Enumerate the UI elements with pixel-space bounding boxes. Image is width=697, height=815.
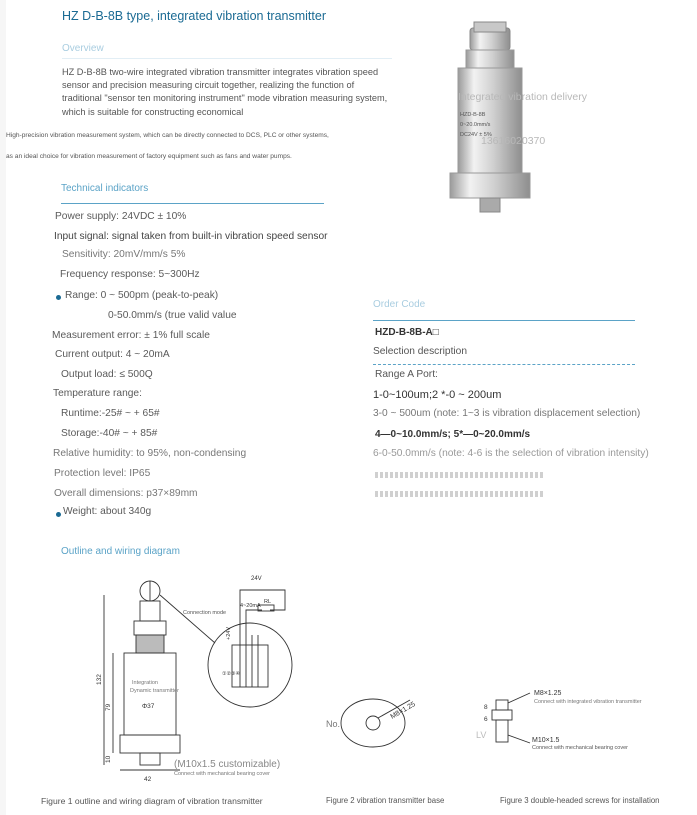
bullet-dot bbox=[56, 295, 61, 300]
caption-figure-2: Figure 2 vibration transmitter base bbox=[326, 796, 445, 805]
overview-paragraph: HZ D-B-8B two-wire integrated vibration transmitter integrates vibration speed sensor and precision measuring circuit together, realizing the function of traditional "sensor ten monitoring instrument" mode vibration measuring system, which is suitable for constructing economical bbox=[62, 67, 388, 117]
product-photo bbox=[428, 20, 578, 220]
fig3-dim-6: 6 bbox=[484, 716, 488, 723]
overview-line-1: High-precision vibration measurement system, which can be directly connected to DCS, PLC or other systems, bbox=[6, 132, 329, 139]
overview-line-2: as an ideal choice for vibration measurement of factory equipment such as fans and water pumps. bbox=[6, 153, 292, 160]
fig3-m8: M8×1.25 bbox=[534, 690, 562, 697]
order-heading: Order Code bbox=[373, 299, 426, 310]
order-selection: Selection description bbox=[373, 346, 468, 357]
spec-humidity: Relative humidity: to 95%, non-condensing bbox=[53, 448, 247, 459]
fig3-m10-sub: Connect with mechanical bearing cover bbox=[532, 745, 628, 751]
order-option-2: 3-0 ~ 500um (note: 1~3 is vibration displacement selection) bbox=[373, 408, 641, 419]
spec-error: Measurement error: ± 1% full scale bbox=[52, 330, 210, 341]
spec-power: Power supply: 24VDC ± 10% bbox=[55, 211, 187, 222]
spec-runtime: Runtime:-25# ~ + 65# bbox=[61, 408, 160, 419]
spec-temp: Temperature range: bbox=[53, 388, 142, 399]
wiring-heading: Outline and wiring diagram bbox=[61, 546, 180, 557]
order-dashed-rule bbox=[373, 364, 635, 365]
conn-mode-label: Connection mode bbox=[183, 610, 227, 616]
integration-label: Integration bbox=[132, 680, 158, 686]
spec-storage: Storage:-40# ~ + 85# bbox=[61, 428, 158, 439]
spec-sensitivity: Sensitivity: 20mV/mm/s 5% bbox=[62, 249, 186, 260]
caption-figure-3: Figure 3 double-headed screws for installation bbox=[500, 796, 660, 805]
spec-range-2: 0-50.0mm/s (true valid value bbox=[108, 310, 237, 321]
fig2-no: No. bbox=[326, 719, 341, 729]
dim-79: 79 bbox=[105, 703, 112, 711]
spec-range: Range: 0 ~ 500pm (peak-to-peak) bbox=[65, 290, 219, 301]
label-power: DC24V ± 5% bbox=[460, 132, 492, 138]
phi37-label: Φ37 bbox=[142, 703, 155, 710]
rl-label: RL bbox=[264, 599, 272, 605]
spec-weight: Weight: about 340g bbox=[63, 506, 152, 517]
dynamic-label: Dynamic transmitter bbox=[130, 688, 179, 694]
page-title: HZ D-B-8B type, integrated vibration transmitter bbox=[62, 9, 326, 23]
overview-heading: Overview bbox=[62, 43, 104, 54]
spec-current: Current output: 4 ~ 20mA bbox=[55, 349, 170, 360]
figure-2-base bbox=[341, 699, 410, 747]
spec-dimensions: Overall dimensions: p37×89mm bbox=[54, 488, 198, 499]
m10-sub: Connect with mechanical bearing cover bbox=[174, 771, 270, 777]
fig3-dim-8: 8 bbox=[484, 704, 488, 711]
dim-42: 42 bbox=[144, 776, 152, 783]
wire-labels: ①②③④ bbox=[222, 671, 240, 677]
fig3-lv: LV bbox=[476, 730, 487, 740]
dim-10: 10 bbox=[105, 755, 112, 763]
caption-figure-1: Figure 1 outline and wiring diagram of vibration transmitter bbox=[41, 796, 263, 806]
watermark-phone: 13616020370 bbox=[481, 135, 546, 147]
order-code: HZD-B-8B-A□ bbox=[375, 327, 439, 338]
overview-rule bbox=[62, 58, 392, 59]
order-option-3: 4—0~10.0mm/s; 5*—0~20.0mm/s bbox=[375, 429, 531, 440]
tech-rule bbox=[61, 203, 324, 204]
watermark-text: Integrated vibration delivery bbox=[458, 91, 587, 103]
m10-label: (M10x1.5 customizable) bbox=[174, 759, 281, 770]
tech-heading: Technical indicators bbox=[61, 183, 149, 194]
order-range-a: Range A Port: bbox=[375, 369, 438, 380]
ma-label: 4~20mA bbox=[240, 603, 261, 609]
spec-input: Input signal: signal taken from built-in vibration speed sensor bbox=[54, 231, 328, 242]
bullet-dot bbox=[56, 512, 61, 517]
dim-132: 132 bbox=[96, 674, 103, 685]
fig2-label: M8×1.25 bbox=[389, 700, 417, 721]
order-option-1: 1-0~100um;2 *-0 ~ 200um bbox=[373, 389, 502, 401]
spec-frequency: Frequency response: 5~300Hz bbox=[60, 269, 200, 280]
blurred-line bbox=[375, 472, 545, 478]
spec-load: Output load: ≤ 500Q bbox=[61, 369, 153, 380]
label-model: HZD-B-8B bbox=[460, 112, 486, 118]
plus24-label: +24V bbox=[226, 627, 232, 640]
order-rule bbox=[373, 320, 635, 321]
spec-protection: Protection level: IP65 bbox=[54, 468, 151, 479]
wiring-diagrams bbox=[0, 565, 697, 815]
order-option-4: 6-0-50.0mm/s (note: 4-6 is the selection of vibration intensity) bbox=[373, 448, 649, 459]
fig3-m8-sub: Connect with integrated vibration transmitter bbox=[534, 699, 642, 705]
blurred-line bbox=[375, 491, 545, 497]
figure-3-screw bbox=[492, 693, 530, 743]
transmitter-illustration bbox=[428, 20, 578, 220]
v24-label: 24V bbox=[251, 576, 262, 582]
fig3-m10: M10×1.5 bbox=[532, 737, 560, 744]
label-range: 0~20.0mm/s bbox=[460, 122, 491, 128]
